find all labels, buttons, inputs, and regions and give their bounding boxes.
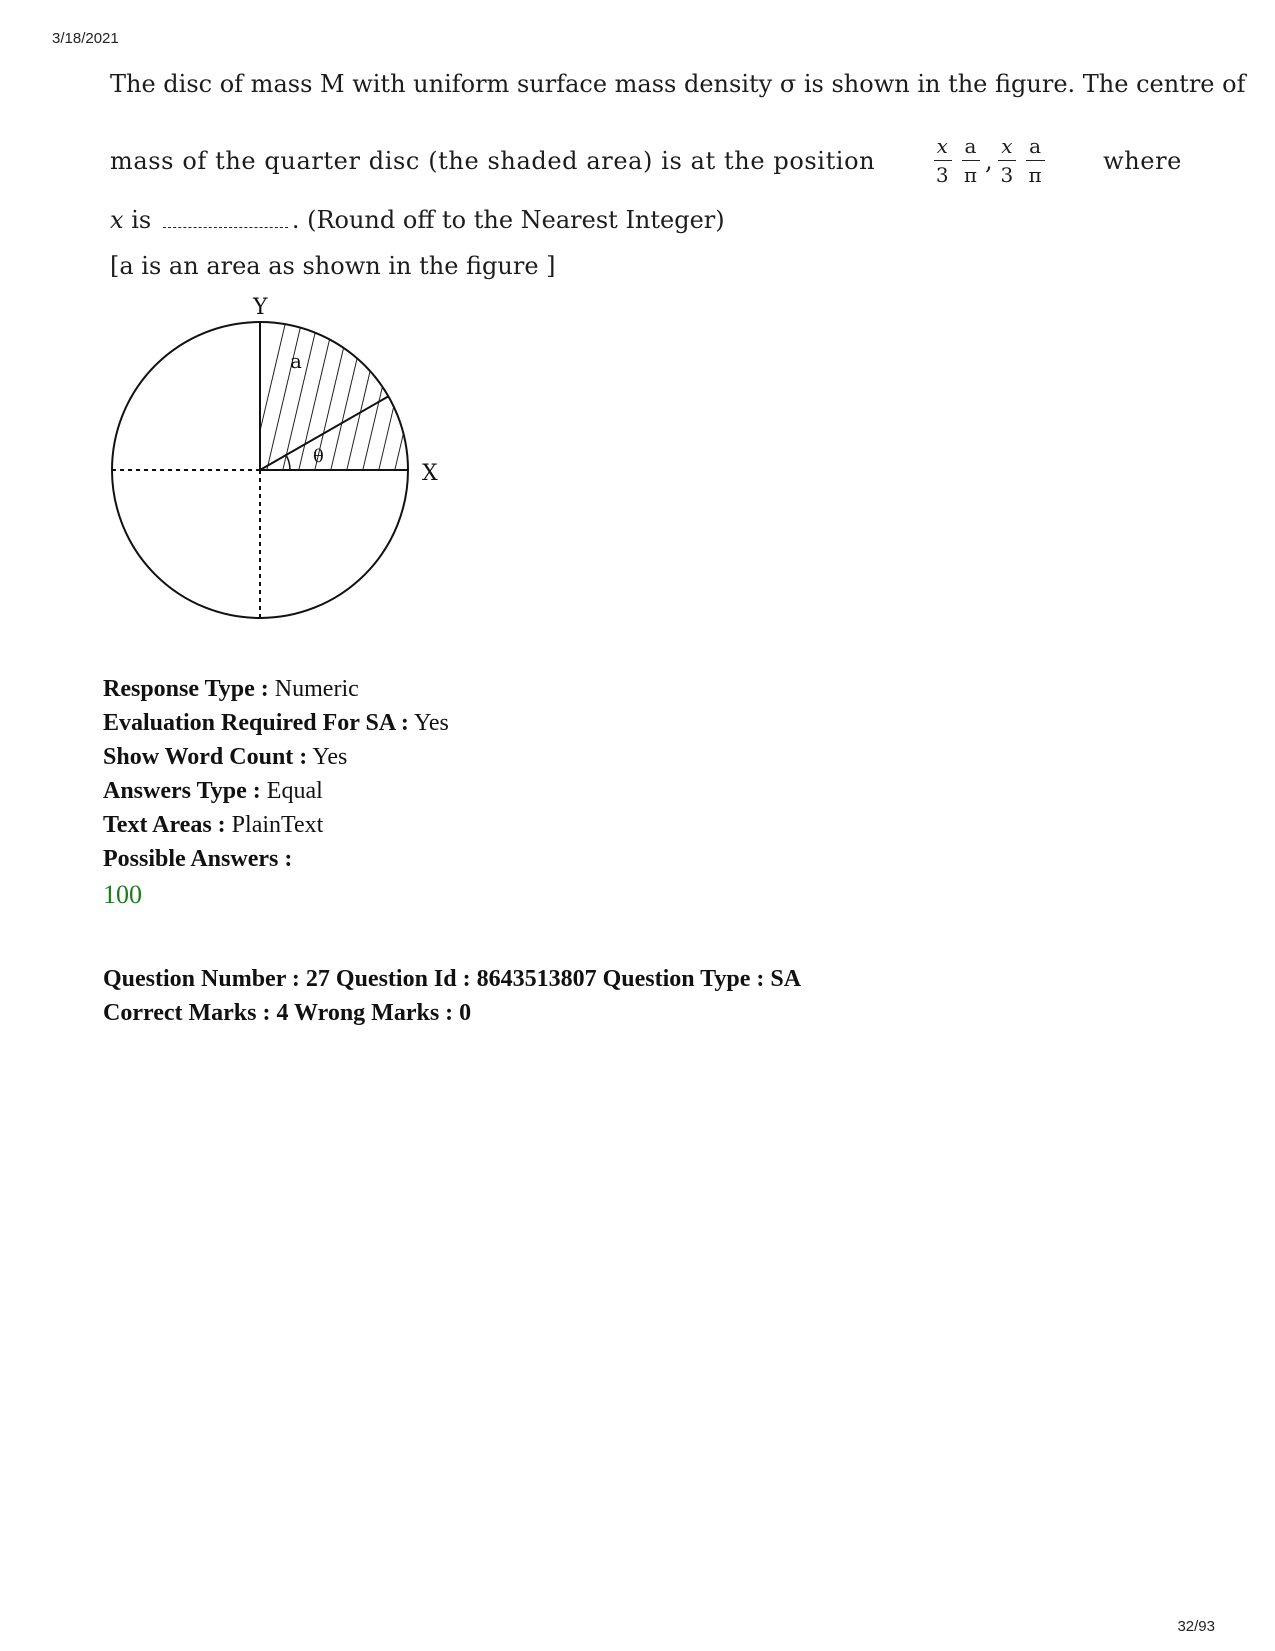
fraction-numerator: a [1026, 136, 1045, 161]
fraction-numerator: x [998, 136, 1016, 161]
fraction-denominator: 3 [935, 163, 950, 187]
question-number-line: Question Number : 27 Question Id : 8643513807 Question Type : SA [103, 966, 802, 992]
text-areas-label: Text Areas : [103, 812, 226, 838]
fraction-x-over-3 [934, 136, 952, 185]
angle-label: θ [313, 446, 324, 467]
shaded-area-hatching [248, 312, 448, 482]
question-line-3-suffix: . (Round off to the Nearest Integer) [291, 206, 725, 234]
possible-answers-label: Possible Answers : [103, 846, 293, 872]
word-count-value: Yes [312, 744, 348, 770]
position-expression [929, 136, 1050, 185]
area-label: a [290, 349, 302, 373]
response-type-value: Numeric [274, 676, 359, 702]
next-question-info [103, 962, 801, 1030]
question-line-1: The disc of mass M with uniform surface mass density σ is shown in the figure. The centre of [110, 70, 1246, 98]
question-line-2 [110, 136, 1182, 185]
possible-answers-row [103, 842, 449, 876]
response-type-label: Response Type : [103, 676, 269, 702]
evaluation-label: Evaluation Required For SA : [103, 710, 409, 736]
answers-type-label: Answers Type : [103, 778, 261, 804]
angle-arc [286, 455, 290, 470]
evaluation-row [103, 706, 449, 740]
disc-figure [100, 292, 480, 632]
question-line-4: [a is an area as shown in the figure ] [110, 252, 556, 280]
y-axis-label: Y [253, 295, 268, 320]
angle-line [260, 396, 389, 470]
fraction-numerator: x [934, 136, 952, 161]
text-areas-row [103, 808, 449, 842]
page-number: 32/93 [1177, 1618, 1215, 1635]
question-is: is [131, 206, 152, 234]
possible-answer-value: 100 [103, 880, 142, 909]
answer-blank [163, 209, 288, 228]
fraction-a-over-pi [962, 136, 981, 185]
response-type-row [103, 672, 449, 706]
text-areas-value: PlainText [231, 812, 324, 838]
variable-x: x [110, 206, 124, 234]
question-line-2-suffix: where [1103, 146, 1182, 175]
fraction-denominator: π [963, 163, 978, 187]
answers-type-row [103, 774, 449, 808]
response-meta [103, 672, 449, 912]
question-line-2-text: mass of the quarter disc (the shaded area) is at the position [110, 146, 876, 175]
answers-type-value: Equal [266, 778, 323, 804]
fraction-a-over-pi [1026, 136, 1045, 185]
fraction-denominator: π [1028, 163, 1043, 187]
question-line-3 [110, 206, 1190, 234]
word-count-row [103, 740, 449, 774]
fraction-denominator: 3 [1000, 163, 1014, 187]
marks-line: Correct Marks : 4 Wrong Marks : 0 [103, 1000, 472, 1026]
position-comma: , [985, 146, 994, 175]
fraction-numerator: a [962, 136, 981, 161]
word-count-label: Show Word Count : [103, 744, 308, 770]
print-date: 3/18/2021 [52, 30, 119, 47]
evaluation-value: Yes [413, 710, 449, 736]
x-axis-label: X [422, 461, 438, 486]
fraction-x-over-3 [998, 136, 1016, 185]
